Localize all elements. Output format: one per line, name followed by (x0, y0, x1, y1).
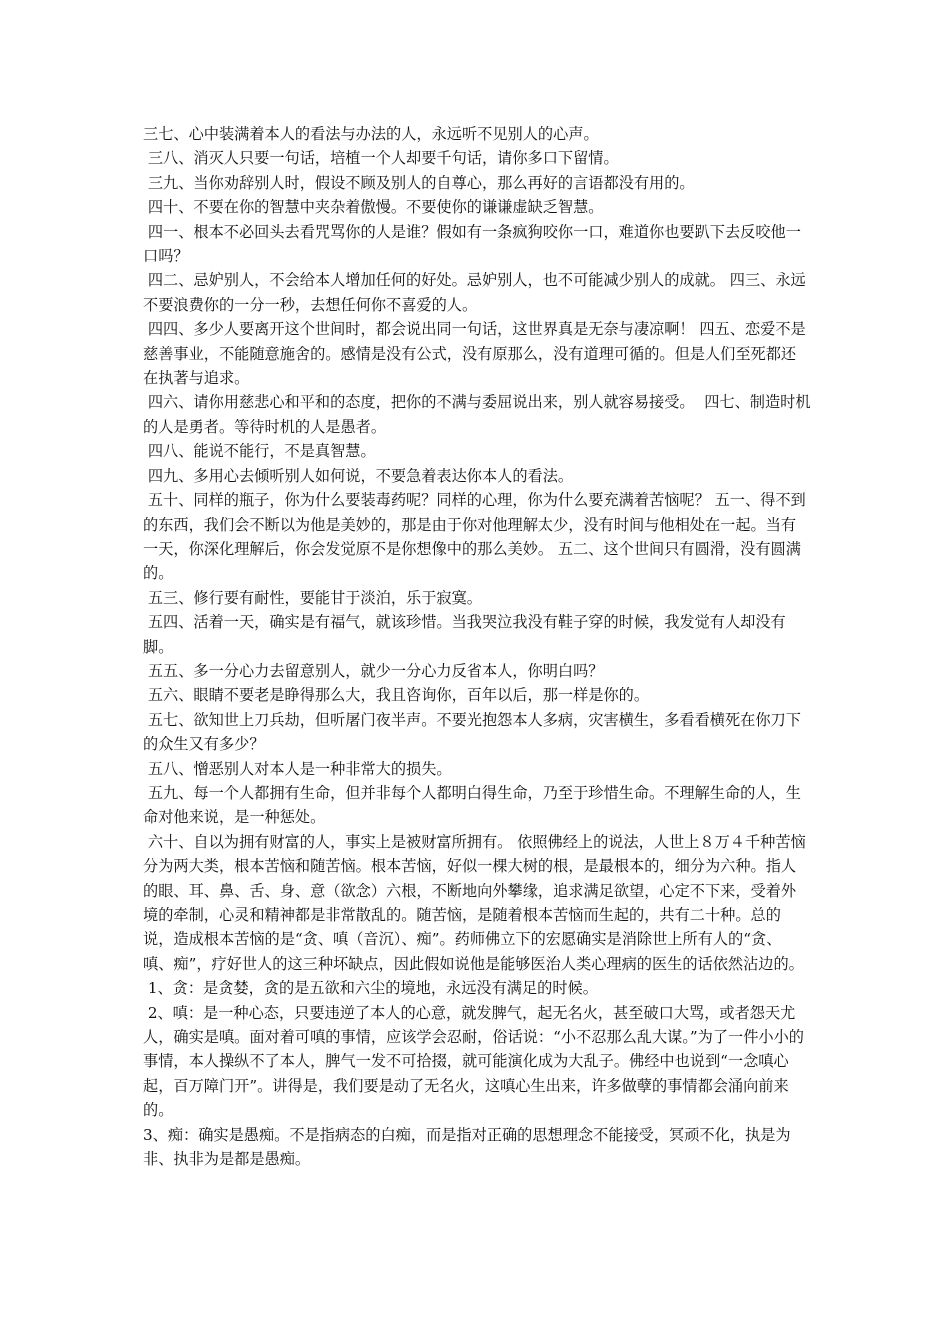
paragraph-58: 五八、憎恶别人对本人是一种非常大的损失。 (143, 759, 452, 778)
paragraph-48: 四八、能说不能行，不是真智慧。 (143, 442, 376, 461)
paragraph-38: 三八、消灭人只要一句话，培植一个人却要千句话，请你多口下留情。 (143, 149, 619, 168)
paragraph-59: 五九、每一个人都拥有生命，但并非每个人都明白得生命，乃至于珍惜生命。不理解生命的人，生命对他来说，是一种惩处。 (143, 783, 801, 827)
paragraph-44-45: 四四、多少人要离开这个世间时，都会说出同一句话，这世界真是无奈与凄凉啊！ 四五、恋爱不是慈善事业，不能随意施舍的。感情是没有公式，没有原那么，没有道理可循的。但是人们至死都还在执著与追求。 (143, 320, 806, 388)
paragraph-50-52: 五十、同样的瓶子，你为什么要装毒药呢？同样的心理，你为什么要充满着苦恼呢？ 五一、得不到的东西，我们会不断以为他是美妙的，那是由于你对他理解太少，没有时间与他相处在一起。当有一天，你深化理解后，你会发觉原不是你想像中的那么美妙。 五二、这个世间只有圆滑，没有圆满的。 (143, 491, 806, 583)
paragraph-57: 五七、欲知世上刀兵劫，但听屠门夜半声。不要光抱怨本人多病，灾害横生，多看看横死在你刀下的众生又有多少？ (143, 710, 801, 754)
paragraph-49: 四九、多用心去倾听别人如何说，不要急着表达你本人的看法。 (143, 466, 574, 485)
list-item-ignorance: 3、痴：确实是愚痴。不是指病态的白痴，而是指对正确的思想理念不能接受，冥顽不化，执是为非、执非为是都是愚痴。 (143, 1125, 791, 1169)
paragraph-40: 四十、不要在你的智慧中夹杂着傲慢。不要使你的谦谦虚缺乏智慧。 (143, 198, 604, 217)
list-item-anger: 2、嗔：是一种心态，只要违逆了本人的心意，就发脾气，起无名火，甚至破口大骂，或者怨天尤人，确实是嗔。面对着可嗔的事情，应该学会忍耐，俗话说：“小不忍那么乱大谋。”为了一件小小的事情，本人操纵不了本人，脾气一发不可拾掇，就可能演化成为大乱子。佛经中也说到“一念嗔心起，百万障门开”。讲得是，我们要是动了无名火，这嗔心生出来，许多做孽的事情都会涌向前来的。 (143, 1003, 804, 1120)
list-item-greed: 1、贪：是贪婪，贪的是五欲和六尘的境地，永远没有满足的时候。 (143, 979, 598, 998)
paragraph-55: 五五、多一分心力去留意别人，就少一分心力反省本人，你明白吗？ (143, 661, 604, 680)
paragraph-53: 五三、修行要有耐性，要能甘于淡泊，乐于寂寞。 (143, 588, 482, 607)
paragraph-54: 五四、活着一天，确实是有福气，就该珍惜。当我哭泣我没有鞋子穿的时候，我发觉有人却没有脚。 (143, 613, 786, 656)
paragraph-41: 四一、根本不必回头去看咒骂你的人是谁？假如有一条疯狗咬你一口，难道你也要趴下去反咬他一口吗？ (143, 222, 801, 266)
paragraph-56: 五六、眼睛不要老是睁得那么大，我且咨询你，百年以后，那一样是你的。 (143, 686, 650, 705)
paragraph-46-47: 四六、请你用慈悲心和平和的态度，把你的不满与委屈说出来，别人就容易接受。 四七、制造时机的人是勇者。等待时机的人是愚者。 (143, 393, 811, 436)
document-body (143, 122, 811, 1171)
paragraph-37: 三七、心中装满着本人的看法与办法的人，永远听不见别人的心声。 (143, 125, 599, 143)
paragraph-42-43: 四二、忌妒别人，不会给本人增加任何的好处。忌妒别人，也不可能减少别人的成就。 四三、永远不要浪费你的一分一秒，去想任何你不喜爱的人。 (143, 271, 806, 314)
paragraph-60: 六十、自以为拥有财富的人，事实上是被财富所拥有。 依照佛经上的说法，人世上８万４千种苦恼分为两大类，根本苦恼和随苦恼。根本苦恼，好似一棵大树的根，是最根本的，细分为六种。指人的眼、耳、鼻、舌、身、意（欲念）六根，不断地向外攀缘，追求满足欲望，心定不下来，受着外境的牵制，心灵和精神都是非常散乱的。随苦恼，是随着根本苦恼而生起的，共有二十种。总的说，造成根本苦恼的是“贪、嗔（音沉）、痴”。药师佛立下的宏愿确实是消除世上所有人的“贪、嗔、痴”，疗好世人的这三种坏缺点，因此假如说他是能够医治人类心理病的医生的话依然沾边的。 (143, 832, 806, 973)
paragraph-39: 三九、当你劝辞别人时，假设不顾及别人的自尊心，那么再好的言语都没有用的。 (143, 173, 695, 192)
